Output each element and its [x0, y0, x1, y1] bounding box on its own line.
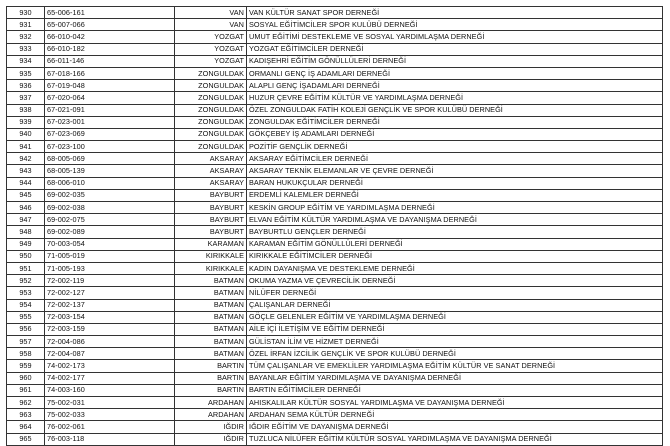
row-number-cell: 957	[7, 336, 45, 348]
association-name-cell: AKSARAY TEKNİK ELEMANLAR VE ÇEVRE DERNEĞİ	[247, 165, 663, 177]
association-name-cell: ELVAN EĞİTİM KÜLTÜR YARDIMLAŞMA VE DAYANIŞMA DERNEĞİ	[247, 214, 663, 226]
row-number-cell: 944	[7, 177, 45, 189]
row-number-cell: 942	[7, 153, 45, 165]
province-cell: VAN	[175, 19, 247, 31]
row-number-cell: 949	[7, 238, 45, 250]
row-number-cell: 952	[7, 275, 45, 287]
association-name-cell: TUZLUCA NİLÜFER EĞİTİM KÜLTÜR SOSYAL YARDIMLAŞMA VE DAYANIŞMA DERNEĞİ	[247, 433, 663, 445]
registry-code-cell: 65-006-161	[45, 7, 175, 19]
registry-code-cell: 68-005-139	[45, 165, 175, 177]
province-cell: BARTIN	[175, 372, 247, 384]
province-cell: ZONGULDAK	[175, 92, 247, 104]
registry-code-cell: 72-003-154	[45, 311, 175, 323]
association-name-cell: ÇALIŞANLAR DERNEĞİ	[247, 299, 663, 311]
province-cell: BAYBURT	[175, 189, 247, 201]
province-cell: YOZGAT	[175, 55, 247, 67]
registry-code-cell: 74-003-160	[45, 384, 175, 396]
registry-code-cell: 67-018-166	[45, 67, 175, 79]
registry-code-cell: 67-023-069	[45, 128, 175, 140]
row-number-cell: 939	[7, 116, 45, 128]
registry-code-cell: 74-002-173	[45, 360, 175, 372]
table-row	[7, 397, 663, 409]
association-name-cell: VAN KÜLTÜR SANAT SPOR DERNEĞİ	[247, 7, 663, 19]
registry-code-cell: 75-002-031	[45, 397, 175, 409]
registry-code-cell: 72-004-086	[45, 336, 175, 348]
table-row	[7, 275, 663, 287]
table-row	[7, 189, 663, 201]
row-number-cell: 953	[7, 287, 45, 299]
table-row	[7, 55, 663, 67]
row-number-cell: 946	[7, 202, 45, 214]
association-name-cell: AİLE İÇİ İLETİŞİM VE EĞİTİM DERNEĞİ	[247, 323, 663, 335]
registry-code-cell: 72-002-137	[45, 299, 175, 311]
registry-code-cell: 72-003-159	[45, 323, 175, 335]
registry-code-cell: 76-002-061	[45, 421, 175, 433]
table-body	[7, 7, 663, 446]
registry-code-cell: 69-002-089	[45, 226, 175, 238]
table-row	[7, 421, 663, 433]
province-cell: BATMAN	[175, 336, 247, 348]
registry-code-cell: 68-005-069	[45, 153, 175, 165]
association-name-cell: YOZGAT EĞİTİMCİLER DERNEĞİ	[247, 43, 663, 55]
row-number-cell: 959	[7, 360, 45, 372]
association-name-cell: SOSYAL EĞİTİMCİLER SPOR KULÜBÜ DERNEĞİ	[247, 19, 663, 31]
province-cell: ZONGULDAK	[175, 67, 247, 79]
table-row	[7, 336, 663, 348]
table-row	[7, 165, 663, 177]
row-number-cell: 955	[7, 311, 45, 323]
table-row	[7, 104, 663, 116]
association-name-cell: HUZUR ÇEVRE EĞİTİM KÜLTÜR VE YARDIMLAŞMA DERNEĞİ	[247, 92, 663, 104]
row-number-cell: 950	[7, 250, 45, 262]
association-name-cell: ORMANLI GENÇ İŞ ADAMLARI DERNEĞİ	[247, 67, 663, 79]
row-number-cell: 962	[7, 397, 45, 409]
province-cell: IĞDIR	[175, 433, 247, 445]
registry-code-cell: 66-010-182	[45, 43, 175, 55]
table-row	[7, 19, 663, 31]
row-number-cell: 932	[7, 31, 45, 43]
row-number-cell: 948	[7, 226, 45, 238]
table-row	[7, 202, 663, 214]
province-cell: IĞDIR	[175, 421, 247, 433]
row-number-cell: 930	[7, 7, 45, 19]
association-name-cell: KIRIKKALE EĞİTİMCİLER DERNEĞİ	[247, 250, 663, 262]
row-number-cell: 936	[7, 80, 45, 92]
row-number-cell: 961	[7, 384, 45, 396]
province-cell: AKSARAY	[175, 177, 247, 189]
registry-code-cell: 67-021-091	[45, 104, 175, 116]
registry-code-cell: 71-005-193	[45, 262, 175, 274]
association-name-cell: OKUMA YAZMA VE ÇEVRECİLİK DERNEĞİ	[247, 275, 663, 287]
association-name-cell: KESKİN GROUP EĞİTİM VE YARDIMLAŞMA DERNEĞİ	[247, 202, 663, 214]
association-name-cell: KADIŞEHRİ EĞİTİM GÖNÜLLÜLERİ DERNEĞİ	[247, 55, 663, 67]
table-row	[7, 238, 663, 250]
association-name-cell: ALAPLI GENÇ İŞADAMLARI DERNEĞİ	[247, 80, 663, 92]
registry-code-cell: 74-002-177	[45, 372, 175, 384]
province-cell: VAN	[175, 7, 247, 19]
table-row	[7, 43, 663, 55]
table-row	[7, 348, 663, 360]
province-cell: AKSARAY	[175, 165, 247, 177]
row-number-cell: 945	[7, 189, 45, 201]
row-number-cell: 958	[7, 348, 45, 360]
row-number-cell: 940	[7, 128, 45, 140]
association-name-cell: BARTIN EĞİTİMCİLER DERNEĞİ	[247, 384, 663, 396]
association-name-cell: IĞDIR EĞİTİM VE DAYANIŞMA DERNEĞİ	[247, 421, 663, 433]
province-cell: AKSARAY	[175, 153, 247, 165]
association-name-cell: ERDEMLİ KALEMLER DERNEĞİ	[247, 189, 663, 201]
province-cell: BATMAN	[175, 299, 247, 311]
province-cell: ZONGULDAK	[175, 141, 247, 153]
province-cell: BARTIN	[175, 360, 247, 372]
table-row	[7, 7, 663, 19]
province-cell: BATMAN	[175, 287, 247, 299]
association-name-cell: ARDAHAN SEMA KÜLTÜR DERNEĞİ	[247, 409, 663, 421]
registry-code-cell: 71-005-019	[45, 250, 175, 262]
province-cell: BARTIN	[175, 384, 247, 396]
province-cell: ZONGULDAK	[175, 80, 247, 92]
association-name-cell: BAYANLAR EĞİTİM YARDIMLAŞMA VE DAYANIŞMA DERNEĞİ	[247, 372, 663, 384]
row-number-cell: 963	[7, 409, 45, 421]
registry-code-cell: 67-019-048	[45, 80, 175, 92]
table-row	[7, 372, 663, 384]
registry-code-cell: 66-010-042	[45, 31, 175, 43]
row-number-cell: 941	[7, 141, 45, 153]
table-row	[7, 214, 663, 226]
association-name-cell: BAYBURTLU GENÇLER DERNEĞİ	[247, 226, 663, 238]
row-number-cell: 935	[7, 67, 45, 79]
table-row	[7, 92, 663, 104]
province-cell: ARDAHAN	[175, 397, 247, 409]
association-name-cell: TÜM ÇALIŞANLAR VE EMEKLİLER YARDIMLAŞMA EĞİTİM KÜLTÜR VE SANAT DERNEĞİ	[247, 360, 663, 372]
province-cell: KARAMAN	[175, 238, 247, 250]
association-name-cell: KARAMAN EĞİTİM GÖNÜLLÜLERİ DERNEĞİ	[247, 238, 663, 250]
registry-code-cell: 72-002-127	[45, 287, 175, 299]
row-number-cell: 964	[7, 421, 45, 433]
province-cell: BATMAN	[175, 275, 247, 287]
association-name-cell: ZONGULDAK EĞİTİMCİLER DERNEĞİ	[247, 116, 663, 128]
row-number-cell: 933	[7, 43, 45, 55]
row-number-cell: 954	[7, 299, 45, 311]
province-cell: BAYBURT	[175, 226, 247, 238]
table-row	[7, 177, 663, 189]
registry-code-cell: 75-002-033	[45, 409, 175, 421]
row-number-cell: 947	[7, 214, 45, 226]
association-name-cell: BARAN HUKUKÇULAR DERNEĞİ	[247, 177, 663, 189]
province-cell: KIRIKKALE	[175, 250, 247, 262]
registry-code-cell: 70-003-054	[45, 238, 175, 250]
table-row	[7, 128, 663, 140]
table-row	[7, 287, 663, 299]
association-name-cell: AHISKALILAR KÜLTÜR SOSYAL YARDIMLAŞMA VE DAYANIŞMA DERNEĞİ	[247, 397, 663, 409]
association-registry-table	[6, 6, 663, 446]
province-cell: ZONGULDAK	[175, 128, 247, 140]
province-cell: BATMAN	[175, 348, 247, 360]
table-row	[7, 141, 663, 153]
row-number-cell: 960	[7, 372, 45, 384]
province-cell: ZONGULDAK	[175, 116, 247, 128]
table-row	[7, 153, 663, 165]
association-name-cell: GÖÇLE GELENLER EĞİTİM VE YARDIMLAŞMA DERNEĞİ	[247, 311, 663, 323]
province-cell: ZONGULDAK	[175, 104, 247, 116]
table-row	[7, 262, 663, 274]
registry-code-cell: 69-002-035	[45, 189, 175, 201]
registry-code-cell: 76-003-118	[45, 433, 175, 445]
table-row	[7, 384, 663, 396]
province-cell: BAYBURT	[175, 214, 247, 226]
association-name-cell: KADIN DAYANIŞMA VE DESTEKLEME DERNEĞİ	[247, 262, 663, 274]
association-name-cell: UMUT EĞİTİMİ DESTEKLEME VE SOSYAL YARDIMLAŞMA DERNEĞİ	[247, 31, 663, 43]
province-cell: BATMAN	[175, 323, 247, 335]
association-name-cell: AKSARAY EĞİTİMCİLER DERNEĞİ	[247, 153, 663, 165]
association-name-cell: ÖZEL ZONGULDAK FATİH KOLEJİ GENÇLİK VE SPOR KULÜBÜ DERNEĞİ	[247, 104, 663, 116]
province-cell: KIRIKKALE	[175, 262, 247, 274]
association-name-cell: GÜLİSTAN İLİM VE HİZMET DERNEĞİ	[247, 336, 663, 348]
province-cell: ARDAHAN	[175, 409, 247, 421]
row-number-cell: 965	[7, 433, 45, 445]
province-cell: BAYBURT	[175, 202, 247, 214]
row-number-cell: 951	[7, 262, 45, 274]
row-number-cell: 934	[7, 55, 45, 67]
table-row	[7, 250, 663, 262]
registry-code-cell: 72-004-087	[45, 348, 175, 360]
table-row	[7, 67, 663, 79]
registry-code-cell: 68-006-010	[45, 177, 175, 189]
table-row	[7, 299, 663, 311]
registry-code-cell: 66-011-146	[45, 55, 175, 67]
row-number-cell: 956	[7, 323, 45, 335]
registry-code-cell: 67-023-100	[45, 141, 175, 153]
table-row	[7, 311, 663, 323]
registry-code-cell: 69-002-038	[45, 202, 175, 214]
registry-code-cell: 67-023-001	[45, 116, 175, 128]
table-row	[7, 323, 663, 335]
table-row	[7, 116, 663, 128]
table-row	[7, 31, 663, 43]
province-cell: YOZGAT	[175, 43, 247, 55]
association-name-cell: GÖKÇEBEY İŞ ADAMLARI DERNEĞİ	[247, 128, 663, 140]
row-number-cell: 937	[7, 92, 45, 104]
row-number-cell: 943	[7, 165, 45, 177]
association-name-cell: POZİTİF GENÇLİK DERNEĞİ	[247, 141, 663, 153]
registry-code-cell: 72-002-119	[45, 275, 175, 287]
registry-code-cell: 69-002-075	[45, 214, 175, 226]
province-cell: YOZGAT	[175, 31, 247, 43]
row-number-cell: 938	[7, 104, 45, 116]
table-row	[7, 226, 663, 238]
registry-code-cell: 67-020-064	[45, 92, 175, 104]
table-row	[7, 433, 663, 445]
association-name-cell: ÖZEL İRFAN İZCİLİK GENÇLİK VE SPOR KULÜBÜ DERNEĞİ	[247, 348, 663, 360]
association-name-cell: NİLÜFER DERNEĞİ	[247, 287, 663, 299]
table-row	[7, 80, 663, 92]
province-cell: BATMAN	[175, 311, 247, 323]
registry-code-cell: 65-007-066	[45, 19, 175, 31]
table-row	[7, 360, 663, 372]
row-number-cell: 931	[7, 19, 45, 31]
